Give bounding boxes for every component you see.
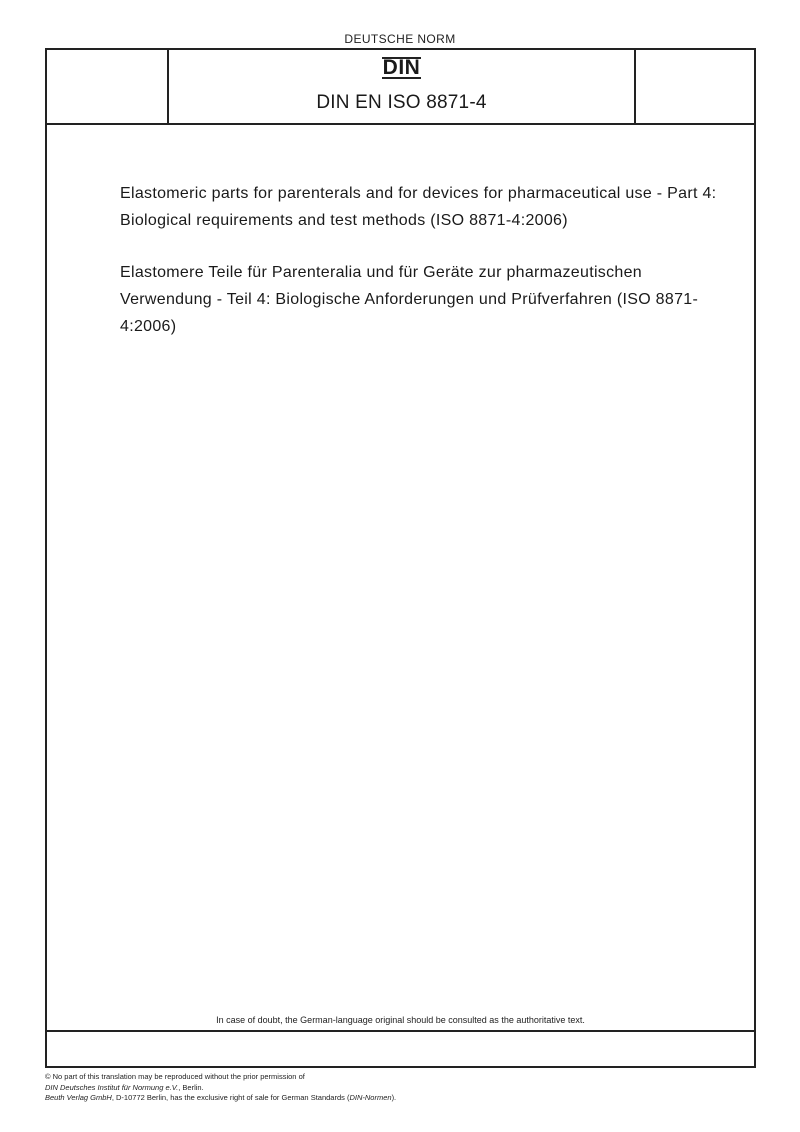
copyright-line-3-mid: , D-10772 Berlin, has the exclusive right of sale for German Standards (: [111, 1093, 350, 1102]
title-english: Elastomeric parts for parenterals and for devices for pharmaceutical use - Part 4: Biological requirements and test methods (ISO 8871-4:2006): [120, 185, 717, 229]
title-block: [120, 180, 720, 340]
header-row: [47, 50, 754, 125]
header-center-cell: [169, 50, 634, 123]
document-type-label: DEUTSCHE NORM: [344, 32, 456, 46]
publisher-name: Beuth Verlag GmbH: [45, 1093, 112, 1102]
header-left-cell: [47, 50, 169, 123]
din-normen-label: DIN-Normen: [349, 1093, 392, 1102]
din-logo: [169, 56, 634, 80]
document-number: DIN EN ISO 8871-4: [316, 92, 487, 113]
page-frame: [45, 48, 756, 1068]
authoritative-text-note: In case of doubt, the German-language original should be consulted as the authoritative text.: [216, 1015, 585, 1025]
copyright-line-1: © No part of this translation may be reproduced without the prior permission of: [45, 1072, 305, 1081]
header-right-cell: [634, 50, 754, 123]
copyright-line-2-rest: , Berlin.: [178, 1082, 204, 1092]
title-german: Elastomere Teile für Parenteralia und für Geräte zur pharmazeutischen Verwendung - Teil 4: Biologische Anforderungen und Prüfverfahren (ISO 8871-4:2006): [120, 264, 699, 335]
copyright-line-2: [45, 1083, 745, 1094]
din-logo-text: DIN: [382, 56, 421, 79]
copyright-notice: [45, 1072, 745, 1104]
footer-row: [47, 1030, 754, 1066]
copyright-line-3-end: ).: [391, 1093, 397, 1102]
copyright-line-3: [45, 1093, 745, 1104]
din-institute-name: DIN Deutsches Institut für Normung e.V.: [45, 1082, 179, 1092]
